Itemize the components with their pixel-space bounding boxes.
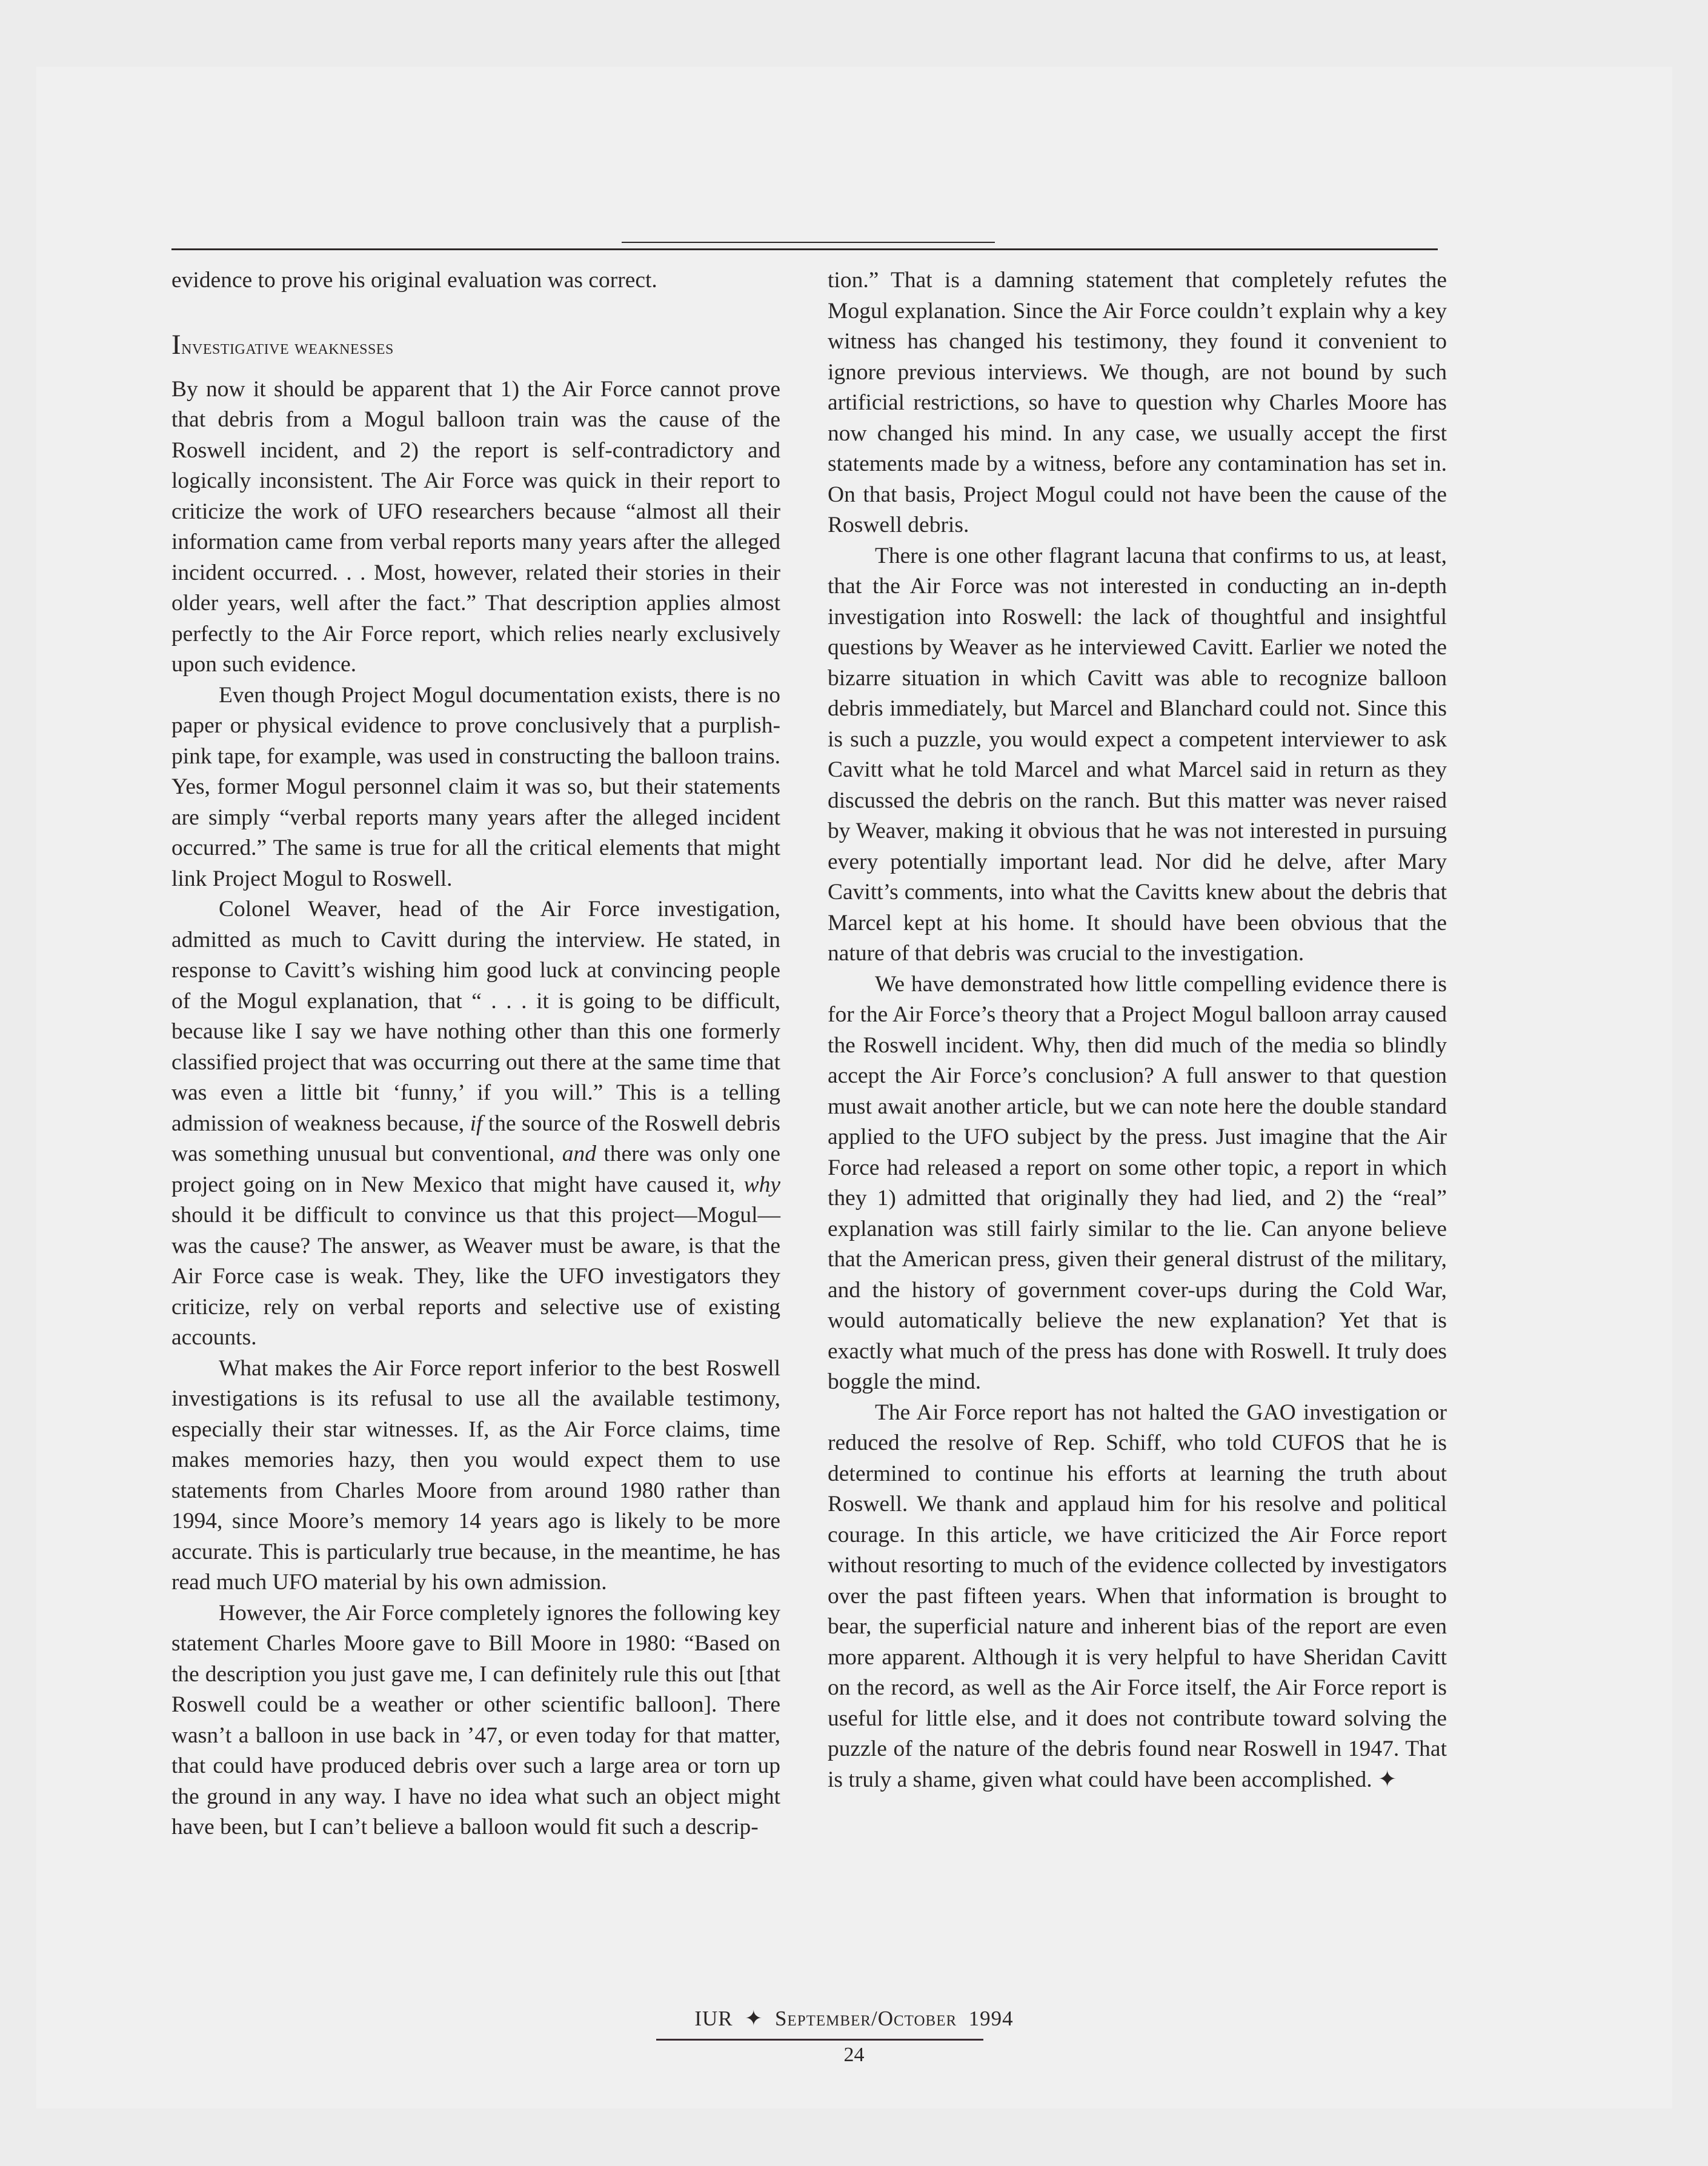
- paragraph: [828, 1398, 1447, 1796]
- paragraph-text: The Air Force report has not halted the GAO investigation or reduced the resolve of Rep. Schiff, who told CUFOS that he is determined to continue his efforts at learning the truth about Roswell. We thank and applaud him for his resolve and political courage. In this article, we have criticized the Air Force report without resorting to much of the evidence collected by investigators over the past fifteen years. When that information is brought to bear, the superficial nature and inherent bias of the report are even more apparent. Although it is very helpful to have Sheridan Cavitt on the record, as well as the Air Force itself, the Air Force report is useful for little else, and it does not contribute toward solving the puzzle of the nature of the debris found near Roswell in 1947. That is truly a shame, given what could have been accomplished. ✦: [828, 1400, 1447, 1792]
- emphasized-text: why: [743, 1172, 780, 1197]
- paragraph: [828, 541, 1447, 969]
- paragraph: [171, 1598, 780, 1843]
- right-column: [828, 265, 1447, 1795]
- paragraph: [171, 265, 780, 296]
- paragraph: [171, 374, 780, 680]
- paragraph-text: the source of the Roswell debris was something unusual but conventional,: [171, 1111, 781, 1166]
- paragraph-text: Even though Project Mogul documentation exists, there is no paper or physical evidence to prove conclusively that a purplish-pink tape, for example, was used in constructing the balloon trains. Yes, former Mogul personnel claim it was so, but their statements are simply “verbal reports many years after the alleged incident occurred.” The same is true for all the critical elements that might link Project Mogul to Roswell.: [171, 682, 780, 891]
- left-column: [171, 265, 780, 1843]
- paragraph-text: tion.” That is a damning statement that completely refutes the Mogul explanation. Since the Air Force couldn’t explain why a key witness has changed his testimony, they found it convenient to ignore previous interviews. We though, are not bound by such artificial restrictions, so have to question why Charles Moore has now changed his mind. In any case, we usually accept the first statements made by a witness, before any contamination has set in. On that basis, Project Mogul could not have been the cause of the Roswell debris.: [828, 268, 1447, 537]
- paragraph: [171, 680, 780, 895]
- page-number: 24: [843, 2044, 865, 2066]
- paragraph: [171, 894, 780, 1354]
- paragraph: [828, 969, 1447, 1398]
- diamond-separator-icon: ✦: [745, 2007, 763, 2030]
- header-rule-short: [622, 242, 995, 243]
- emphasized-text: and: [562, 1141, 596, 1166]
- paragraph-text: Colonel Weaver, head of the Air Force investigation, admitted as much to Cavitt during the interview. He stated, in response to Cavitt’s wishing him good luck at convincing people of the Mogul explanation, that “ . . . it is going to be difficult, because like I say we have nothing other than this one formerly classified project that was occurring out there at the same time that was even a little bit ‘funny,’ if you will.” This is a telling admission of weakness because,: [171, 897, 780, 1136]
- emphasized-text: if: [470, 1111, 483, 1136]
- header-rule: [171, 248, 1438, 250]
- running-footer: [0, 2007, 1708, 2031]
- section-heading: Investigative weaknesses: [171, 328, 394, 360]
- publication-name: IUR: [694, 2007, 733, 2030]
- issue-months: September/October: [774, 2007, 957, 2030]
- paragraph: [171, 1354, 780, 1598]
- footer-rule: [656, 2039, 983, 2041]
- paragraph-text: By now it should be apparent that 1) the Air Force cannot prove that debris from a Mogul balloon train was the cause of the Roswell incident, and 2) the report is self-contradictory and logically inconsistent. The Air Force was quick in their report to criticize the work of UFO researchers because “almost all their information came from verbal reports many years after the alleged incident occurred. . . Most, however, related their stories in their older years, well after the fact.” That description applies almost perfectly to the Air Force report, which relies nearly exclusively upon such evidence.: [171, 376, 780, 677]
- paragraph-text: should it be difficult to convince us that this project—Mogul—was the cause? The answer, as Weaver must be aware, is that the Air Force case is weak. They, like the UFO investigators they criticize, rely on verbal reports and selective use of existing accounts.: [171, 1203, 780, 1350]
- issue-year: 1994: [968, 2007, 1014, 2030]
- paragraph-text: However, the Air Force completely ignores the following key statement Charles Moore gave to Bill Moore in 1980: “Based on the description you just gave me, I can definitely rule this out [that Roswell could be a weather or other scientific balloon]. There wasn’t a balloon in use back in ’47, or even today for that matter, that could have produced debris over such a large area or torn up the ground in any way. I have no idea what such an object might have been, but I can’t believe a balloon would fit such a descrip-: [171, 1600, 780, 1839]
- paragraph-text: We have demonstrated how little compelling evidence there is for the Air Force’s theory that a Project Mogul balloon array caused the Roswell incident. Why, then did much of the media so blindly accept the Air Force’s conclusion? A full answer to that question must await another article, but we can note here the double standard applied to the UFO subject by the press. Just imagine that the Air Force had released a report on some other topic, a report in which they 1) admitted that originally they had lied, and 2) the “real” explanation was still fairly similar to the lie. Can anyone believe that the American press, given their general distrust of the military, and the history of government cover-ups during the Cold War, would automatically believe the new explanation? Yet that is exactly what much of the press has done with Roswell. It truly does boggle the mind.: [828, 971, 1447, 1394]
- paragraph-text: there was only one project going on in New Mexico that might have caused it,: [171, 1141, 781, 1197]
- paragraph-text: What makes the Air Force report inferior to the best Roswell investigations is its refusal to use all the available testimony, especially their star witnesses. If, as the Air Force claims, time makes memories hazy, then you would expect them to use statements from Charles Moore from around 1980 rather than 1994, since Moore’s memory 14 years ago is likely to be more accurate. This is particularly true because, in the meantime, he has read much UFO material by his own admission.: [171, 1355, 780, 1595]
- paragraph-text: evidence to prove his original evaluation was correct.: [171, 268, 657, 293]
- paragraph: [828, 265, 1447, 541]
- paragraph-text: There is one other flagrant lacuna that confirms to us, at least, that the Air Force was not interested in conducting an in-depth investigation into Roswell: the lack of thoughtful and insightful questions by Weaver as he interviewed Cavitt. Earlier we noted the bizarre situation in which Cavitt was able to recognize balloon debris immediately, but Marcel and Blanchard could not. Since this is such a puzzle, you would expect a competent interviewer to ask Cavitt what he told Marcel and what Marcel said in return as they discussed the debris on the ranch. But this matter was never raised by Weaver, making it obvious that he was not interested in pursuing every potentially important lead. Nor did he delve, after Mary Cavitt’s comments, into what the Cavitts knew about the debris that Marcel kept at his home. It should have been obvious that the nature of that debris was crucial to the investigation.: [828, 543, 1447, 966]
